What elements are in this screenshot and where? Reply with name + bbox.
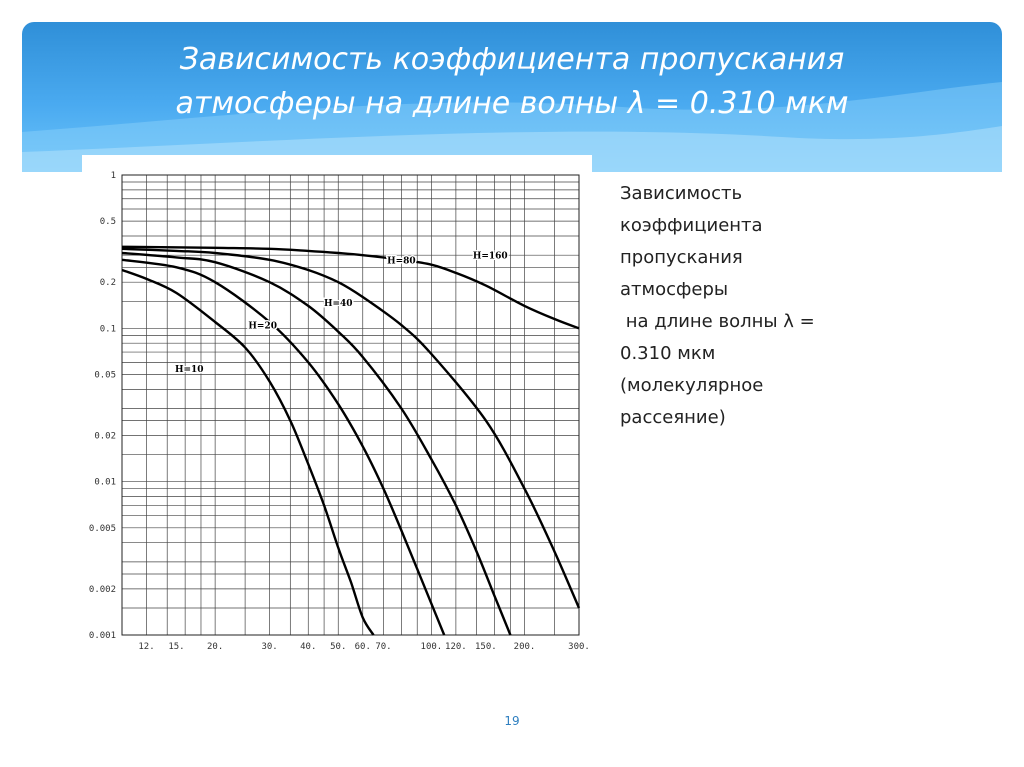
x-tick-label: 70.	[375, 642, 392, 652]
x-tick-label: 20.	[207, 642, 224, 652]
side-line-3: пропускания	[620, 247, 743, 268]
y-tick-label: 0.005	[88, 523, 116, 534]
slide-title	[0, 38, 1024, 126]
x-tick-label: 60.	[354, 642, 371, 652]
curve-label-h-10: H=10	[174, 364, 204, 375]
curve-label-h-20: H=20	[248, 321, 278, 332]
curve-h-40	[122, 253, 510, 635]
side-line-2: коэффициента	[620, 215, 763, 236]
y-tick-label: 0.001	[88, 631, 116, 641]
x-tick-label: 200.	[513, 642, 536, 652]
y-tick-label: 0.02	[94, 431, 116, 442]
y-axis-ticks	[89, 171, 116, 641]
side-line-4: атмосферы	[620, 279, 729, 300]
side-line-7: (молекулярное	[620, 375, 764, 396]
page-number: 19	[504, 714, 520, 728]
chart	[82, 155, 592, 658]
side-line-6: 0.310 мкм	[620, 343, 716, 364]
y-tick-label: 0.01	[94, 477, 116, 488]
x-tick-label: 300.	[568, 642, 590, 652]
y-tick-label: 0.2	[99, 278, 116, 289]
slide-title-line-2: атмосферы на длине волны λ = 0.310 мкм	[175, 86, 849, 121]
side-line-1: Зависимость	[620, 183, 743, 204]
x-tick-label: 40.	[300, 642, 317, 652]
side-description	[620, 178, 850, 434]
curve-label-h-40: H=40	[323, 298, 353, 309]
x-tick-label: 150.	[475, 642, 497, 652]
curve-label-h-160: H=160	[472, 251, 508, 262]
x-axis-ticks	[138, 642, 589, 652]
x-tick-label: 50.	[330, 642, 347, 652]
curve-h-20	[122, 260, 444, 635]
y-tick-label: 1	[110, 171, 116, 181]
y-tick-label: 0.1	[99, 324, 116, 335]
x-tick-label: 30.	[261, 642, 278, 652]
curve-labels	[175, 252, 508, 375]
y-tick-label: 0.002	[88, 584, 116, 595]
y-tick-label: 0.05	[94, 370, 116, 381]
curve-label-h-80: H=80	[387, 256, 416, 267]
x-tick-label: 12.	[138, 642, 155, 652]
slide-title-line-1: Зависимость коэффициента пропускания	[179, 42, 845, 77]
x-tick-label: 120.	[445, 642, 467, 652]
y-tick-label: 0.5	[99, 217, 116, 228]
x-tick-label: 15.	[168, 642, 185, 652]
side-line-5: на длине волны λ =	[620, 311, 815, 332]
chart-grid	[122, 175, 579, 635]
side-line-8: рассеяние)	[620, 407, 726, 428]
x-tick-label: 100.	[420, 642, 443, 652]
